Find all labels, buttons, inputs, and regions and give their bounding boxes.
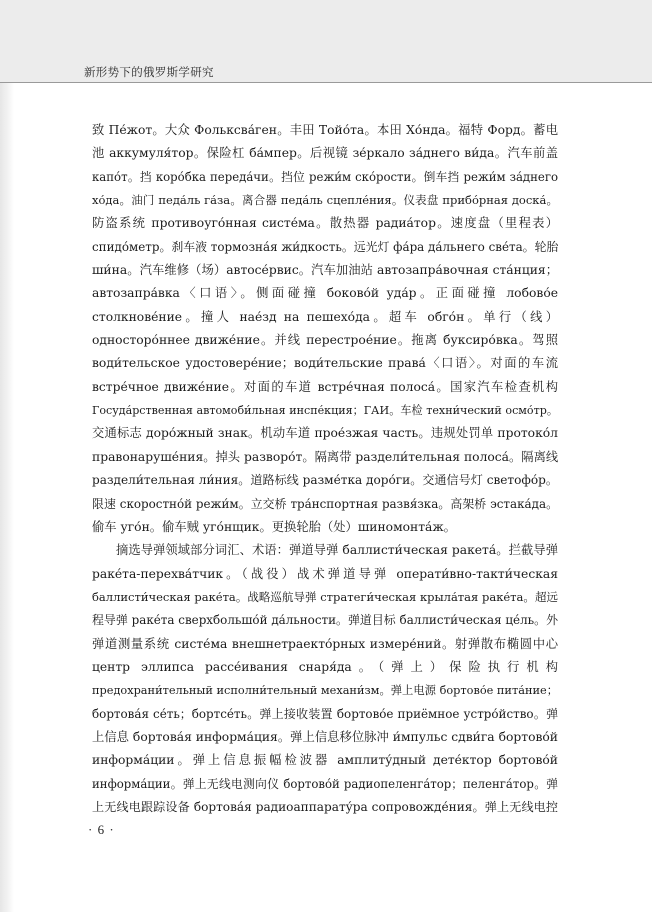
book-spine-shadow — [0, 0, 14, 912]
text-line: 限速 скоростно́й режи́м。立交桥 тра́нспортная развя́зка。高架桥 эстака́да。 — [92, 496, 558, 511]
text-line: бортова́я се́ть；бортсе́ть。弹上接收装置 бортово́е приёмное устро́йство。弹 — [92, 706, 558, 721]
text-line: 防盗系统 противоуго́нная систе́ма。散热器 радиа́тор。速度盘（里程表） — [92, 216, 558, 231]
text-line: центр эллипса рассе́ивания снаря́да。（弹上）保险执行机构 — [92, 659, 558, 674]
text-line: односторо́ннее движе́ние。并线 перестрое́ние。拖离 буксиро́вка。驾照 — [92, 333, 558, 348]
text-line: информа́ции。弹上无线电测向仪 бортово́й радиопеленга́тор；пеленга́тор。弹 — [92, 776, 558, 791]
text-line: води́тельское удостовере́ние；води́тельские права́〈口语〉。对面的车流 — [92, 356, 558, 371]
text-line: 上无线电跟踪设备 бортова́я радиоаппарату́ра сопровожде́ния。弹上无线电控 — [92, 799, 558, 814]
text-line: 弹道测量系统 систе́ма внешнетраекто́рных измере́ний。射弹散布椭圆中心 — [92, 636, 558, 651]
running-header — [0, 0, 652, 83]
text-line: раке́та-перехва́тчик。（战役）战术弹道导弹 операти́вно-такти́ческая — [92, 566, 558, 581]
text-line: информа́ции。弹上信息振幅检波器 амплиту́дный дете́ктор бортово́й — [92, 753, 558, 768]
text-line: автозапра́вка〈口语〉。侧面碰撞 боково́й уда́р。正面碰撞 лобово́е — [92, 286, 558, 301]
header-divider — [0, 82, 652, 83]
text-line: 上信息 бортова́я информа́ция。弹上信息移位脉冲 и́мпульс сдви́га бортово́й — [92, 729, 558, 744]
text-line: Госуда́рственная автомоби́льная инспе́кция；ГАИ。车检 техни́ческий осмо́тр。 — [92, 404, 558, 418]
text-line: предохрани́тельный исполни́тельный механи́зм。弹上电源 бортово́е пита́ние； — [92, 684, 558, 698]
page-number: · 6 · — [88, 822, 115, 837]
text-line: капо́т。挡 коро́бка переда́чи。挡位 режи́м ско́рости。倒车挡 режи́м за́днего — [92, 169, 558, 184]
text-line: раздели́тельная ли́ния。道路标线 разме́тка доро́ги。交通信号灯 светофо́р。 — [92, 473, 558, 488]
paragraph-start-line: 摘选导弹领域部分词汇、术语：弹道导弹 баллисти́ческая ракета́。拦截导弹 — [116, 543, 558, 558]
text-line: встре́чное движе́ние。对面的车道 встре́чная полоса́。国家汽车检查机构 — [92, 379, 558, 394]
text-line: ши́на。汽车维修（场）автосе́рвис。汽车加油站 автозапра́вочная ста́нция； — [92, 263, 558, 278]
text-line: хо́да。油门 педа́ль га́за。离合器 педа́ль сцепле́ния。仪表盘 прибо́рная доска́。 — [92, 193, 558, 208]
text-line: 偷车 уго́н。偷车贼 уго́нщик。更换轮胎（处）шиномонта́ж。 — [92, 519, 456, 534]
running-header-title: 新形势下的俄罗斯学研究 — [84, 65, 214, 79]
text-line: 池 аккумуля́тор。保险杠 ба́мпер。后视镜 зе́ркало за́днего ви́да。汽车前盖 — [92, 146, 558, 161]
text-line: столкнове́ние。撞人 нае́зд на пешехо́да。超车 обго́н。单行（线） — [92, 309, 558, 324]
text-line: спидо́метр。刹车液 тормозна́я жи́дкость。远光灯 фа́ра да́льнего све́та。轮胎 — [92, 239, 558, 254]
text-line: баллисти́ческая раке́та。战略巡航导弹 стратеги́ческая крыла́тая раке́та。超远 — [92, 589, 558, 604]
text-line: правонаруше́ния。掉头 разворо́т。隔离带 раздели́тельная полоса́。隔离线 — [92, 449, 558, 464]
text-line: 交通标志 доро́жный знак。机动车道 прое́зжая часть。违规处罚单 протоко́л — [92, 426, 558, 441]
text-line: 程导弹 раке́та сверхбольшо́й да́льности。弹道目标 баллисти́ческая це́ль。外 — [92, 613, 558, 628]
page-body — [92, 119, 558, 819]
text-line: 致 Пе́жот。大众 Фольксва́ген。丰田 Тойо́та。本田 Хо́нда。福特 Форд。蓄电 — [92, 123, 558, 137]
